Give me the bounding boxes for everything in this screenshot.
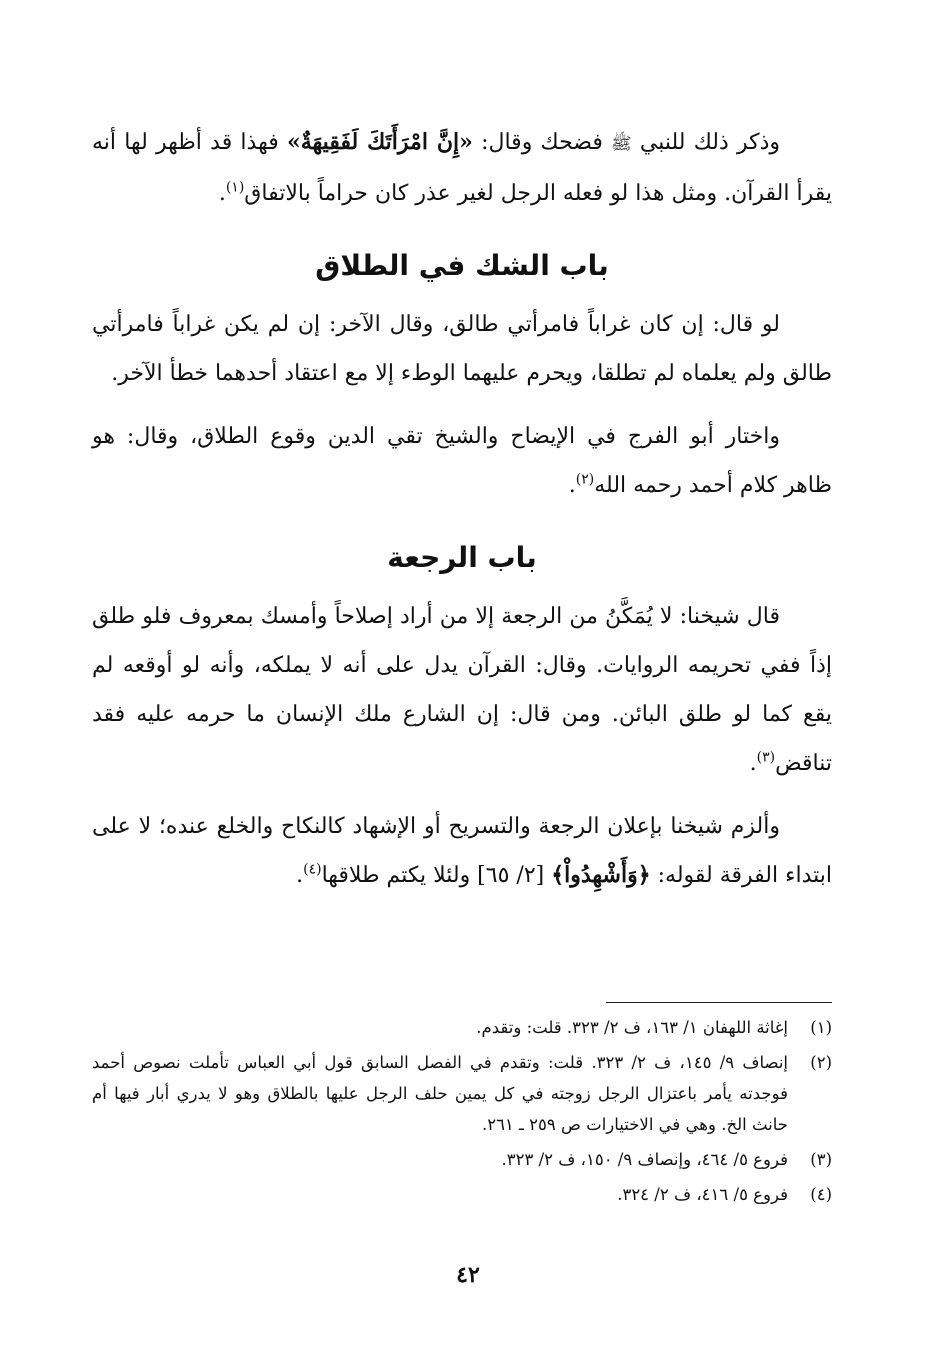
footnote-text: فروع ٥/ ٤٦٤، وإنصاف ٩/ ١٥٠، ف ٢/ ٣٢٣.	[501, 1150, 788, 1169]
footnote-separator	[606, 1002, 832, 1003]
footnote-ref-4[interactable]: (٤)	[303, 861, 322, 878]
section1-paragraph-2	[92, 412, 832, 510]
section1-paragraph-1: لو قال: إن كان غراباً فامرأتي طالق، وقال الآخر: إن لم يكن غراباً فامرأتي طالق ولم يعلماه لم تطلقا، ويحرم عليهما الوطء إلا مع اعتقاد أحدهما خطأ الآخر.	[92, 312, 832, 386]
footnote-number: (٢)	[810, 1053, 832, 1072]
footnote-item	[92, 1012, 832, 1043]
footnote-text: فروع ٥/ ٤١٦، ف ٢/ ٣٢٤.	[617, 1185, 788, 1204]
section1-p2-end: .	[568, 473, 576, 498]
section2-p1-end: .	[749, 751, 757, 776]
footnote-text: إغاثة اللهفان ١/ ١٦٣، ف ٢/ ٣٢٣. قلت: وتقدم.	[476, 1018, 788, 1037]
main-text	[92, 118, 832, 900]
intro-text-a: وذكر ذلك للنبي	[631, 130, 780, 155]
footnote-number: (٣)	[810, 1150, 832, 1169]
honorific-symbol: ﷺ	[611, 134, 632, 154]
section2-p2-text-a: وألزم شيخنا بإعلان الرجعة والتسريح أو الإشهاد كالنكاح والخلع عنده؛ لا على ابتداء الفرقة لقوله:	[92, 814, 832, 888]
page-number: ٤٢	[456, 1262, 480, 1288]
section-heading-doubt-in-divorce: باب الشك في الطلاق	[315, 249, 609, 282]
section2-paragraph-1	[92, 592, 832, 788]
section2-paragraph-2	[92, 802, 832, 900]
intro-text-c: فهذا قد أظهر لها أنه يقرأ القرآن. ومثل هذا لو فعله الرجل لغير عذر كان حراماً بالاتفاق	[92, 130, 832, 206]
footnote-ref-1[interactable]: (١)	[225, 179, 245, 196]
footnote-item	[92, 1179, 832, 1210]
section2-p2-text-b: [٢/ ٦٥] ولئلا يكتم طلاقها	[321, 863, 552, 888]
footnote-ref-2[interactable]: (٢)	[575, 471, 595, 488]
hadith-quote: «إِنَّ امْرَأَتَكَ لَفَقِيهَةٌ»	[286, 129, 473, 155]
quran-quote: ﴿وَأَشْهِدُواْ﴾	[551, 862, 651, 888]
footnote-item	[92, 1144, 832, 1175]
intro-paragraph	[92, 118, 832, 218]
footnote-item	[92, 1047, 832, 1140]
section-heading-revocation: باب الرجعة	[387, 541, 537, 574]
intro-text-b: فضحك وقال:	[472, 130, 612, 155]
footnote-number: (١)	[810, 1018, 832, 1037]
section2-p1-text: قال شيخنا: لا يُمَكَّنُ من الرجعة إلا من أراد إصلاحاً وأمسك بمعروف فلو طلق إذاً ففي تحريمه الروايات. وقال: القرآن يدل على أنه لا يملكه، وأنه لو أوقعه لم يقع كما لو طلق البائن. ومن قال: إن الشارع ملك الإنسان ما حرمه عليه فقد تناقض	[92, 604, 832, 776]
intro-text-end: .	[218, 181, 226, 206]
footnote-ref-3[interactable]: (٣)	[756, 749, 776, 766]
footnote-number: (٤)	[810, 1185, 832, 1204]
footnote-text: إنصاف ٩/ ١٤٥، ف ٢/ ٣٢٣. قلت: وتقدم في الفصل السابق قول أبي العباس تأملت نصوص أحمد فوجدته يأمر باعتزال الرجل زوجته في كل يمين حلف الرجل عليها بالطلاق وهو لا يدري أبار فيها أم حانث الخ. وهي في الاختيارات ص ٢٥٩ ـ ٢٦١.	[92, 1053, 789, 1134]
footnotes-list	[92, 1012, 832, 1210]
section2-p2-end: .	[296, 863, 304, 888]
section1-p2-text: واختار أبو الفرج في الإيضاح والشيخ تقي الدين وقوع الطلاق، وقال: هو ظاهر كلام أحمد رحمه الله	[92, 424, 832, 498]
